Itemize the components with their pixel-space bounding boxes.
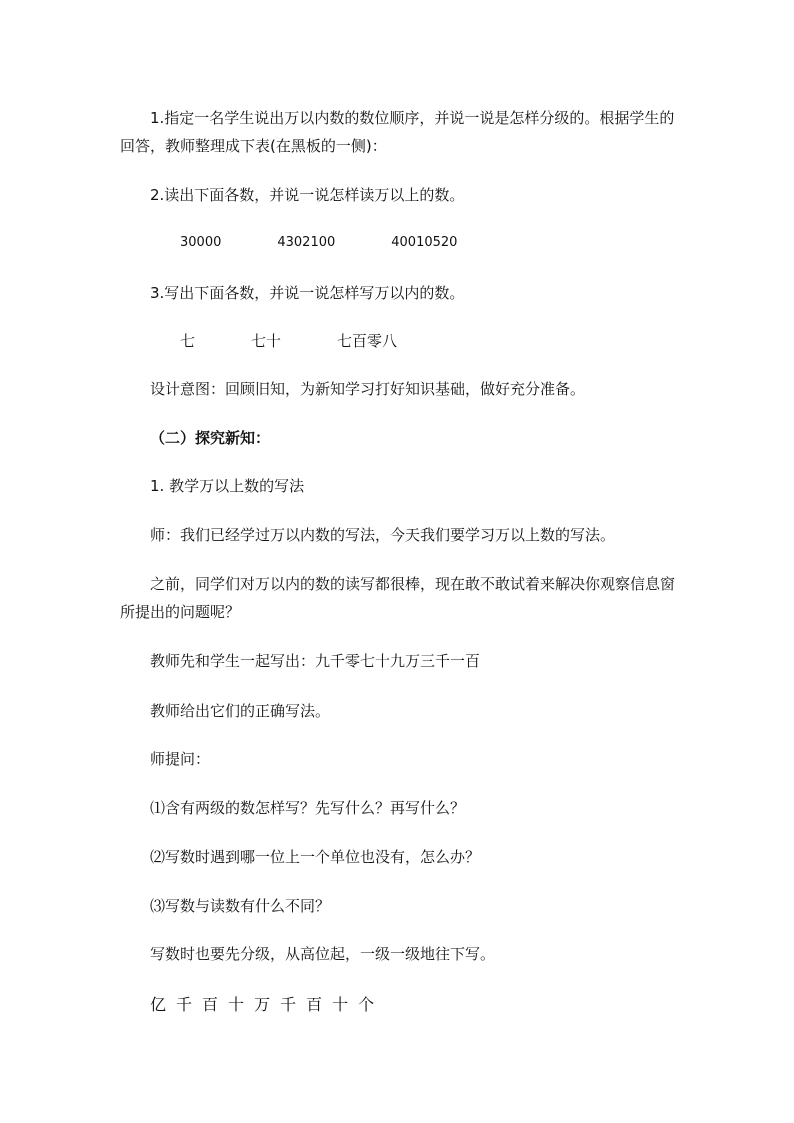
- place-value: 亿: [150, 995, 167, 1014]
- place-value-row: [150, 992, 384, 1015]
- question-2: ⑵写数时遇到哪一位上一个单位也没有，怎么办？: [150, 848, 481, 866]
- paragraph-design-intent: 设计意图：回顾旧知，为新知学习打好知识基础，做好充分准备。: [150, 380, 586, 398]
- place-value: 十: [228, 995, 245, 1014]
- number-item: 40010520: [391, 235, 458, 250]
- place-value: 百: [202, 995, 219, 1014]
- paragraph-write-together: 教师先和学生一起写出：九千零七十九万三千一百: [150, 652, 481, 670]
- paragraph-teacher-intro: 师：我们已经学过万以内数的写法，今天我们要学习万以上数的写法。: [150, 526, 616, 544]
- number-item: 30000: [180, 235, 222, 250]
- paragraph-teach-writing: 1. 教学万以上数的写法: [150, 477, 305, 495]
- place-value: 千: [280, 995, 297, 1014]
- question-3: ⑶写数与读数有什么不同？: [150, 897, 331, 915]
- number-item: 4302100: [277, 235, 336, 250]
- number-word-item: 七十: [251, 332, 282, 350]
- section-heading-explore: （二）探究新知：: [150, 429, 271, 447]
- number-word-item: 七百零八: [337, 332, 398, 350]
- place-value: 百: [306, 995, 323, 1014]
- paragraph-write-rule: 写数时也要先分级，从高位起，一级一级地往下写。: [150, 945, 496, 963]
- place-value: 万: [254, 995, 271, 1014]
- paragraph-teacher-asks: 师提问：: [150, 750, 211, 768]
- paragraph-place-order: 1.指定一名学生说出万以内数的数位顺序，并说一说是怎样分级的。根据学生的回答，教师整理成下表(在黑板的一侧)：: [120, 109, 675, 155]
- place-value: 十: [332, 995, 349, 1014]
- place-value: 个: [358, 995, 375, 1014]
- numbers-to-write-row: [120, 327, 680, 355]
- number-word-item: 七: [180, 332, 196, 350]
- place-value: 千: [176, 995, 193, 1014]
- paragraph-correct-writing: 教师给出它们的正确写法。: [150, 702, 331, 720]
- paragraph-challenge: 之前，同学们对万以内的数的读写都很棒，现在敢不敢试着来解决你观察信息窗所提出的问题呢？: [120, 575, 676, 621]
- question-1: ⑴含有两级的数怎样写？先写什么？再写什么？: [150, 799, 466, 817]
- paragraph-read-numbers: 2.读出下面各数，并说一说怎样读万以上的数。: [150, 186, 465, 204]
- paragraph-write-numbers: 3.写出下面各数，并说一说怎样写万以内的数。: [150, 284, 465, 302]
- numbers-to-read-row: [120, 229, 680, 257]
